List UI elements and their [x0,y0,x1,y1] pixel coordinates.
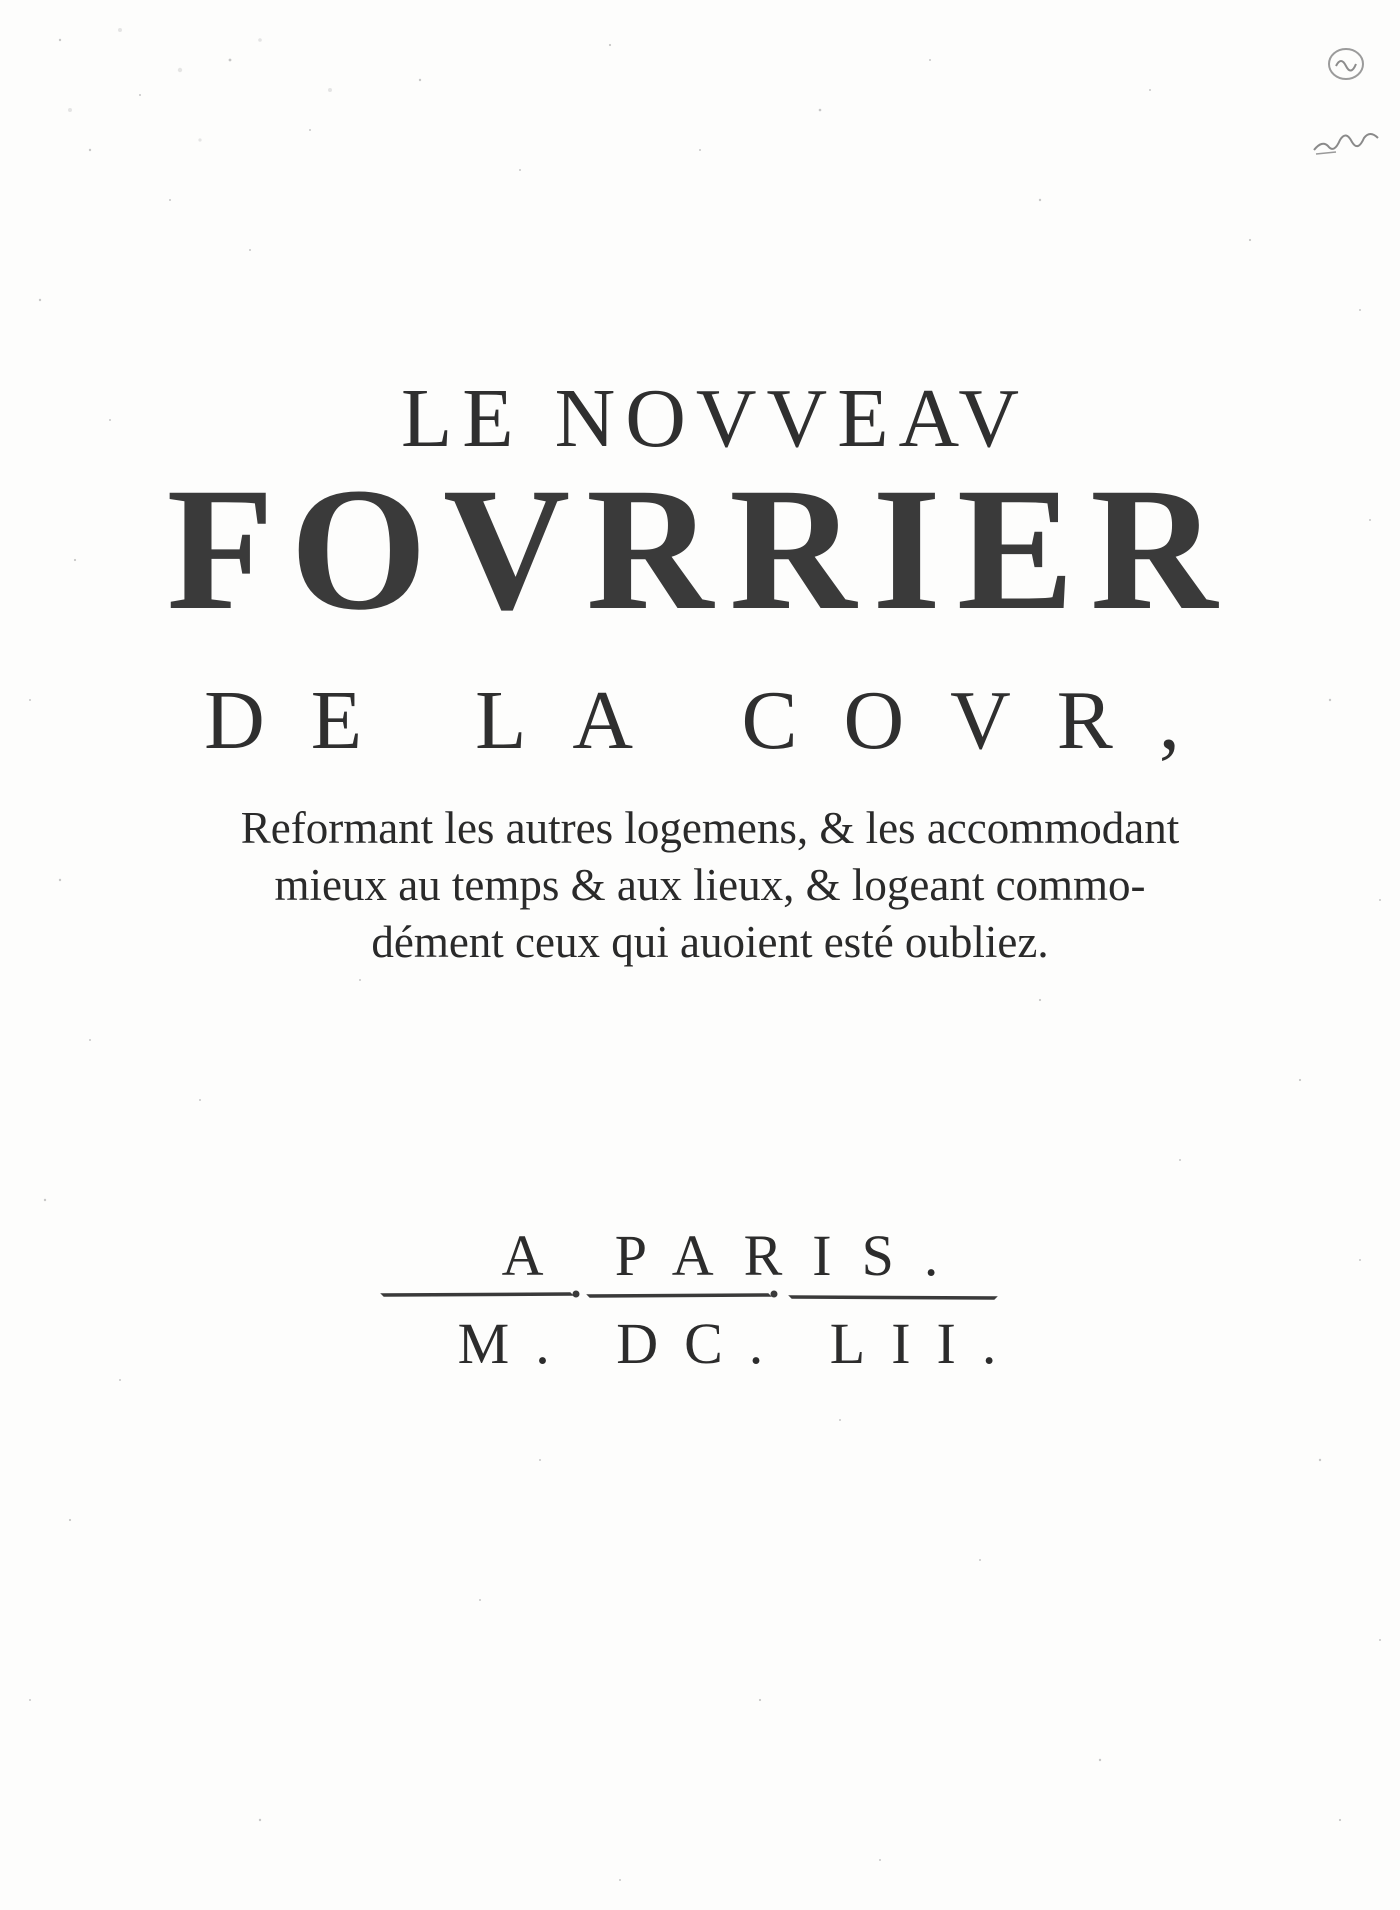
library-stamp-icon [1326,46,1366,82]
subtitle-line: Reformant les autres logemens, & les accommodant [240,803,1180,853]
subtitle-line: mieux au temps & aux lieux, & logeant commo- [274,860,1146,910]
title-line-3: DE LA COVR, [204,674,1226,767]
ornamental-rule [380,1284,1000,1304]
imprint-place: A PARIS. [501,1223,969,1288]
subtitle [80,800,1340,971]
handwritten-shelfmark-icon [1310,120,1382,160]
title-line-1: LE NOVVEAV [400,372,1030,465]
subtitle-line: dément ceux qui auoient esté oubliez. [371,917,1049,967]
title-line-2: FOVRRIER [166,452,1234,647]
imprint-year: M. DC. LII. [457,1311,1023,1376]
